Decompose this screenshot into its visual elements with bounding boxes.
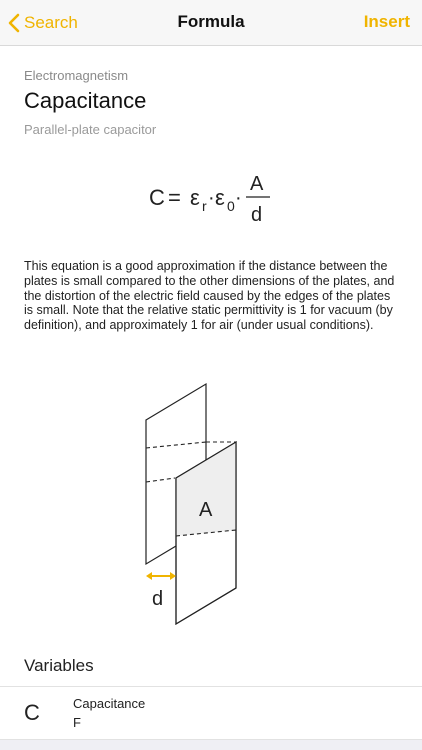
- distance-arrow: [146, 572, 176, 580]
- back-button[interactable]: [8, 10, 78, 36]
- variable-symbol: C: [24, 700, 40, 725]
- nav-title: Formula: [177, 12, 245, 31]
- formula-epsilon-r: ε: [190, 185, 200, 210]
- bottom-strip: [0, 739, 422, 750]
- capacitor-diagram: [110, 378, 270, 628]
- chevron-left-icon: [8, 13, 24, 33]
- formula-epsilon-0: ε: [215, 185, 225, 210]
- navigation-bar: [0, 0, 422, 46]
- category-label: Electromagnetism: [24, 68, 129, 83]
- insert-button[interactable]: Insert: [363, 12, 410, 31]
- formula-dot-1: ·: [208, 187, 215, 209]
- formula-dot-2: ·: [235, 187, 242, 209]
- page-subtitle: Parallel-plate capacitor: [24, 122, 157, 137]
- variables-heading: Variables: [24, 656, 94, 675]
- page-title: Capacitance: [24, 88, 147, 113]
- formula-lhs: C: [149, 185, 165, 210]
- formula-equals: =: [168, 185, 181, 210]
- formula-denominator: d: [251, 204, 263, 226]
- variable-unit: F: [73, 715, 81, 730]
- area-label: A: [199, 499, 213, 521]
- formula-numerator: A: [250, 173, 264, 195]
- formula-sub-r: r: [202, 198, 207, 214]
- formula-description: This equation is a good approximation if the distance between the plates is small compared to the other dimensions of the plates, and the distortion of the electric field caused by the edges of the plates is small. Note that the relative static permittivity is 1 for vacuum (by definition), and approximately 1 for air (under usual conditions).: [24, 259, 395, 333]
- formula-sub-0: 0: [227, 198, 235, 214]
- back-label: Search: [24, 13, 78, 32]
- variable-row[interactable]: [0, 687, 422, 739]
- distance-label: d: [152, 588, 164, 610]
- formula-display: [0, 168, 422, 232]
- variable-name: Capacitance: [73, 696, 146, 711]
